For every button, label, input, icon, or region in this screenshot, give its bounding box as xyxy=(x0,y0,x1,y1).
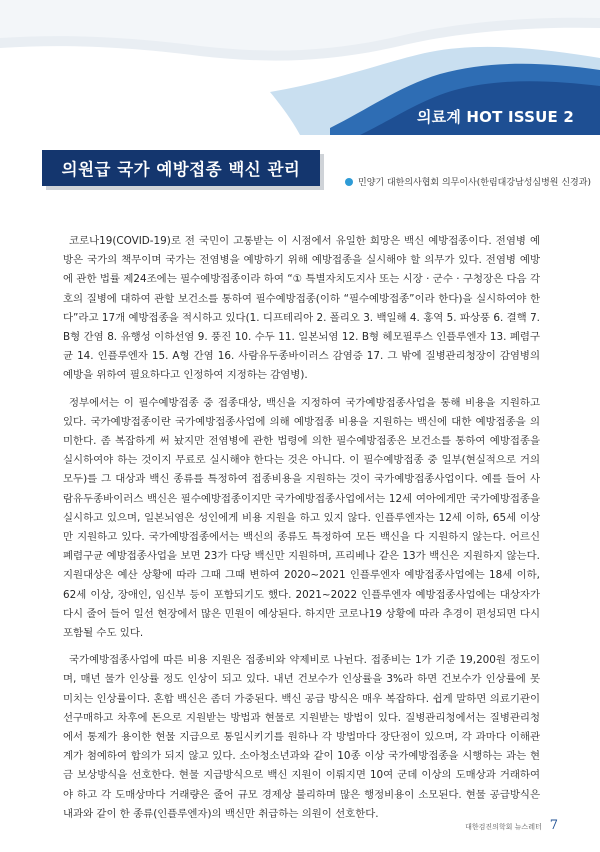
page-number: 7 xyxy=(549,818,558,833)
author-line xyxy=(345,175,591,188)
paragraph: 국가예방접종사업에 따른 비용 지원은 접종비와 약제비로 나뉜다. 접종비는 1가 기준 19,200원 정도이며, 매년 물가 인상률 정도 인상이 되고 있다. 내년 건보수가 인상률을 3%라 하면 건보수가 인상률에 못 미치는 인상률이다. 혼합 백신은 좀더 가중된다. 백신 공급 방식은 매우 복잡하다. 쉽게 말하면 의료기관이 선구매하고 차후에 돈으로 지원받는 방법과 현물로 지원받는 방법이 있다. 질병관리청에서는 질병관리청에서 통제가 용이한 현물 지급으로 통일시키기를 원하나 각 방법마다 장단점이 있으며, 각 과마다 이해관계가 첨예하여 합의가 되지 않고 있다. 소아청소년과와 같이 10종 이상 국가예방접종을 시행하는 과는 현금 보상방식을 선호한다. 현물 지급방식으로 백신 지원이 이뤄지면 10여 군데 이상의 도매상과 거래하여야 하고 각 도매상마다 거래량은 줄어 규모 경제상 불리하며 많은 행정비용이 소모된다. 현물 공급방식은 내과와 같이 한 종류(인플루엔자)의 백신만 취급하는 의원이 선호한다. xyxy=(63,654,540,820)
author-text: 민양기 대한의사협회 의무이사(한림대강남성심병원 신경과) xyxy=(358,178,591,188)
article-title-box xyxy=(42,150,324,190)
publication-name: 대한검진의학회 뉴스레터 xyxy=(465,823,542,831)
bullet-dot-icon xyxy=(345,178,353,186)
article-title: 의원급 국가 예방접종 백신 관리 xyxy=(42,150,320,186)
article-body xyxy=(63,232,540,832)
paragraph: 정부에서는 이 필수예방접종 중 접종대상, 백신을 지정하여 국가예방접종사업을 통해 비용을 지원하고 있다. 국가예방접종이란 국가예방접종사업에 의해 예방접종 비용을 지원하는 백신에 대한 예방접종을 의미한다. 좀 복잡하게 써 놨지만 전염병에 관한 법령에 의한 필수예방접종은 보건소를 통하여 예방접종을 실시하여야 하는 것이지 무료로 실시해야 한다는 것은 아니다. 이 필수예방접종 중 일부(현실적으로 거의 모두)를 그 대상과 백신 종류를 특정하여 접종비용을 지원하는 것이 국가예방접종사업이다. 예를 들어 사람유두종바이러스 백신은 필수예방접종이지만 국가예방접종사업에서는 12세 여아에게만 국가예방접종을 실시하고 있으며, 일본뇌염은 성인에게 비용 지원을 하고 있지 않다. 인플루엔자는 12세 이하, 65세 이상만 지원하고 있다. 국가예방접종에서는 백신의 종류도 특정하여 모든 백신을 다 지원하지 않는다. 어르신 폐렴구균 예방접종사업을 보면 23가 다당 백신만 지원하며, 프리베나 같은 13가 백신은 지원하지 않는다. 지원대상은 예산 상황에 따라 그때 그때 변하여 2020~2021 인플루엔자 예방접종사업에는 18세 이하, 62세 이상, 장애인, 임신부 등이 포함되기도 했다. 2021~2022 인플루엔자 예방접종사업에는 대상자가 다시 줄어 들어 일선 현장에서 많은 민원이 예상된다. 하지만 코로나19 상황에 따라 추경이 편성되면 다시 포함될 수도 있다. xyxy=(63,396,540,640)
section-label: 의료계 HOT ISSUE 2 xyxy=(416,108,574,126)
page-footer xyxy=(465,818,558,833)
paragraph: 코로나19(COVID-19)로 전 국민이 고통받는 이 시점에서 유일한 희망은 백신 예방접종이다. 전염병 예방은 국가의 책무이며 국가는 전염병을 예방하기 위해 예방접종을 실시해야 할 의무가 있다. 전염병 예방에 관한 법률 제24조에는 필수예방접종이라 하여 “① 특별자치도지사 또는 시장 · 군수 · 구청장은 다음 각 호의 질병에 대하여 관할 보건소를 통하여 필수예방접종(이하 “필수예방접종”이라 한다)을 실시하여야 한다”라고 17개 예방접종을 적시하고 있다(1. 디프테리아 2. 폴리오 3. 백일해 4. 홍역 5. 파상풍 6. 결핵 7. B형 간염 8. 유행성 이하선염 9. 풍진 10. 수두 11. 일본뇌염 12. B형 헤모필루스 인플루엔자 13. 폐렴구균 14. 인플루엔자 15. A형 간염 16. 사람유두종바이러스 감염증 17. 그 밖에 질병관리청장이 감염병의 예방을 위하여 필요하다고 인정하여 지정하는 감염병). xyxy=(63,235,540,382)
